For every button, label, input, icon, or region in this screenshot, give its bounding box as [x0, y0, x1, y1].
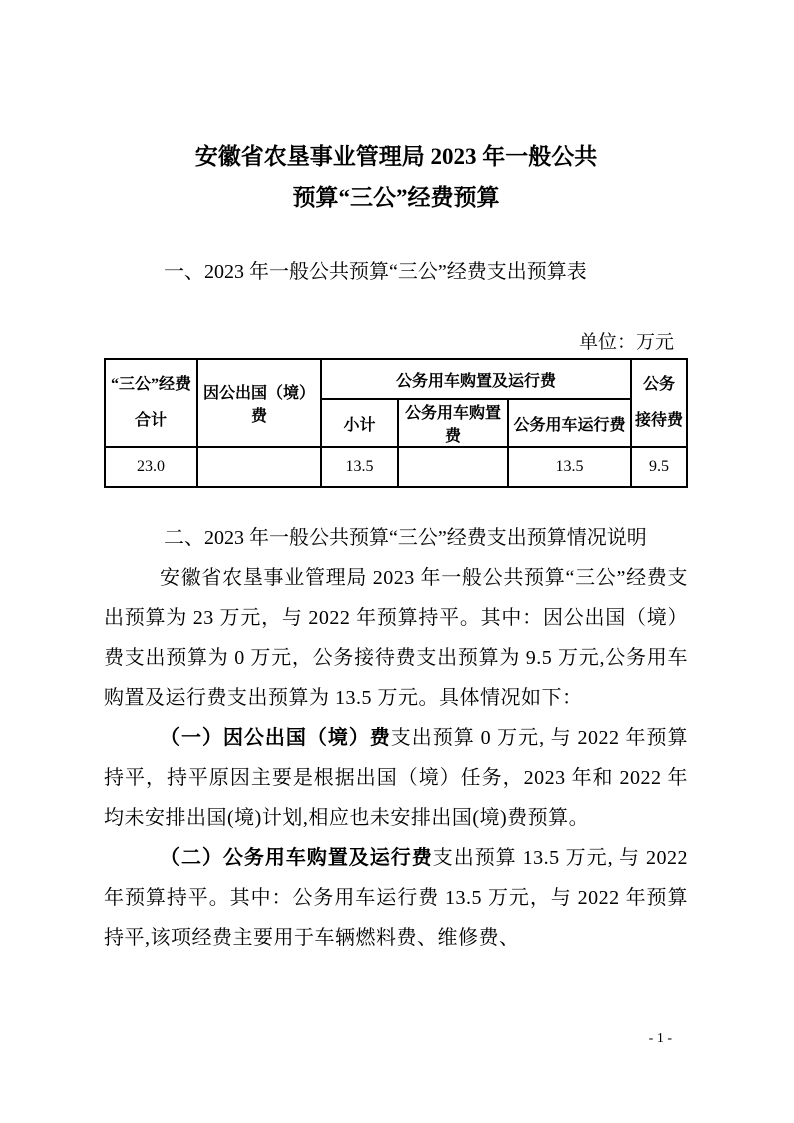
- value-reception-fee: 9.5: [631, 447, 687, 487]
- item2-lead: （二）公务用车购置及运行费: [160, 847, 433, 869]
- doc-title-line2: 预算“三公”经费预算: [292, 185, 500, 210]
- table-unit-label: 单位：万元: [578, 332, 674, 353]
- header-vehicle-group: 公务用车购置及运行费: [321, 359, 631, 399]
- page-number: - 1 -: [648, 1031, 672, 1046]
- budget-table: [104, 358, 688, 488]
- section2-item2-paragraph: [104, 838, 688, 958]
- header-vehicle-purchase: 公务用车购置费: [398, 399, 508, 447]
- value-vehicle-purchase: [398, 447, 508, 487]
- section2-heading: 二、2023 年一般公共预算“三公”经费支出预算情况说明: [164, 527, 647, 549]
- value-vehicle-subtotal: 13.5: [321, 447, 398, 487]
- value-sangong-total: 23.0: [105, 447, 197, 487]
- item2-text: 支出预算 13.5 万元, 与 2022 年预算持平。其中：公务用车运行费 13.5 万元，与 2022 年预算持平,该项经费主要用于车辆燃料费、维修费、: [104, 847, 689, 949]
- table-header-row-1: [105, 359, 687, 399]
- doc-title: [104, 136, 688, 218]
- header-reception-fee: 公务 接待费: [631, 359, 687, 447]
- header-vehicle-subtotal: 小计: [321, 399, 398, 447]
- header-vehicle-operation: 公务用车运行费: [508, 399, 631, 447]
- doc-title-line1: 安徽省农垦事业管理局 2023 年一般公共: [194, 144, 598, 169]
- header-abroad-fee: 因公出国（境）费: [197, 359, 321, 447]
- section2-item1-paragraph: [104, 718, 688, 838]
- section2-intro-paragraph: 安徽省农垦事业管理局 2023 年一般公共预算“三公”经费支出预算为 23 万元，与 2022 年预算持平。其中：因公出国（境）费支出预算为 0 万元，公务接待费支出预算为 9.5 万元,公务用车购置及运行费支出预算为 13.5 万元。具体情况如下：: [104, 567, 688, 709]
- section1-heading: 一、2023 年一般公共预算“三公”经费支出预算表: [164, 261, 587, 283]
- value-abroad-fee: [197, 447, 321, 487]
- header-sangong-total: “三公”经费 合计: [105, 359, 197, 447]
- table-value-row: [105, 447, 687, 487]
- item1-text: 支出预算 0 万元, 与 2022 年预算持平，持平原因主要是根据出国（境）任务，2023 年和 2022 年均未安排出国(境)计划,相应也未安排出国(境)费预算。: [104, 727, 689, 829]
- value-vehicle-operation: 13.5: [508, 447, 631, 487]
- item1-lead: （一）因公出国（境）费: [160, 727, 391, 749]
